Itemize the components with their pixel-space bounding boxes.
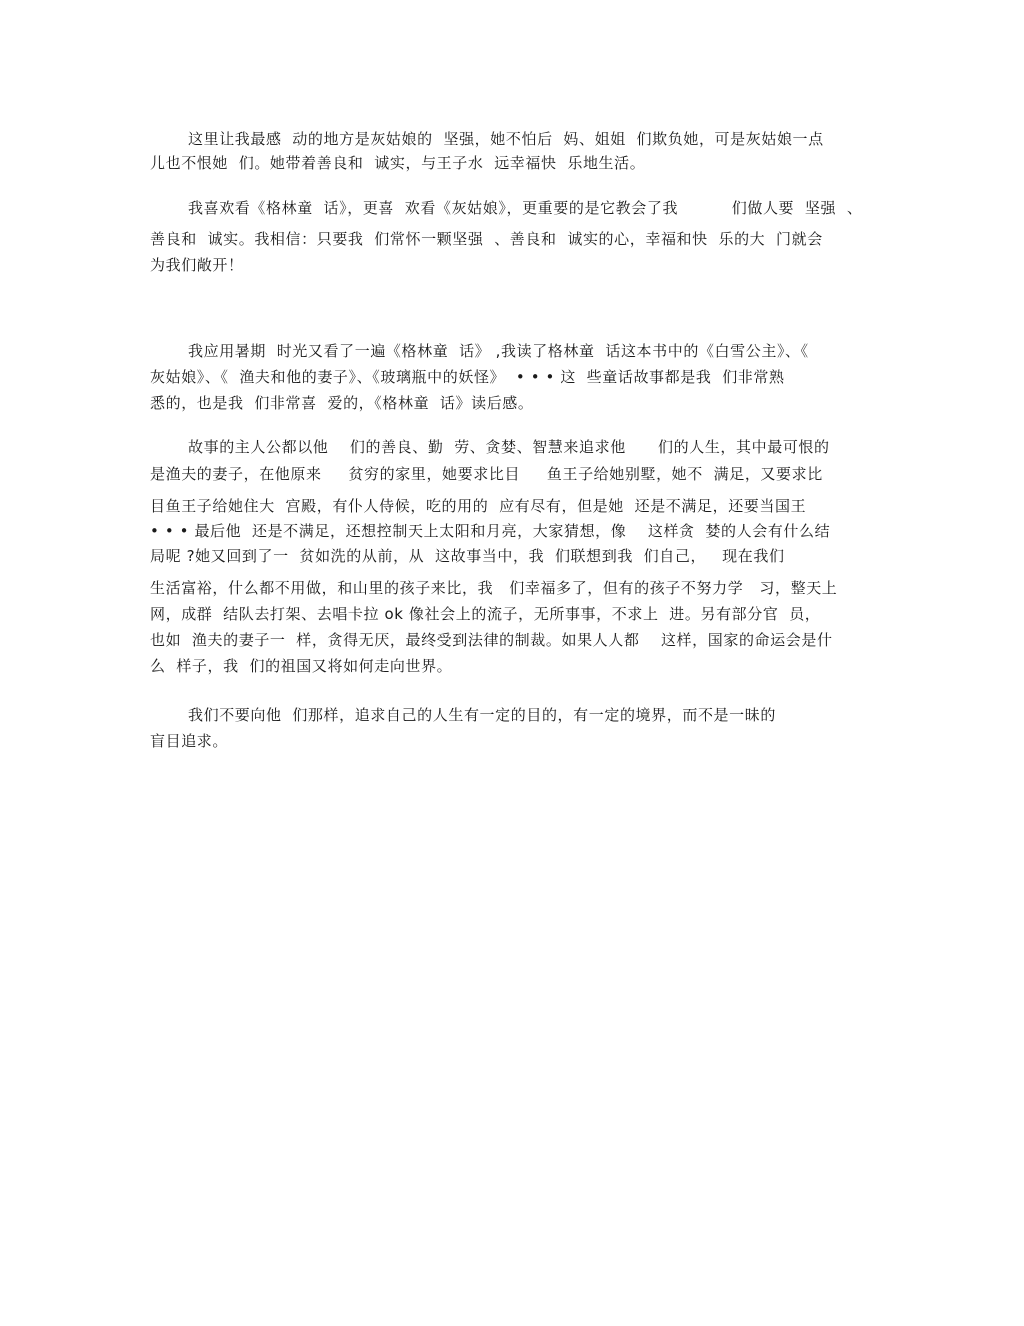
paragraph-2-line-3: 为我们敞开！	[150, 256, 244, 274]
paragraph-2-line-2: 善良和 诚实。我相信：只要我 们常怀一颗坚强 、善良和 诚实的心，幸福和快 乐的大 门就会	[150, 230, 823, 248]
paragraph-4-line-8: 也如 渔夫的妻子一 样，贪得无厌，最终受到法律的制裁。如果人人都 这样，国家的命运会是什	[150, 631, 833, 649]
paragraph-3-line-2: 灰姑娘》、《 渔夫和他的妻子》、《玻璃瓶中的妖怪》 • • • 这 些童话故事都是我 们非常熟	[150, 368, 785, 386]
paragraph-1-line-2: 儿也不恨她 们。她带着善良和 诚实，与王子水 远幸福快 乐地生活。	[150, 154, 646, 172]
paragraph-4-line-5: 局呢 ?她又回到了一 贫如洗的从前，从 这故事当中，我 们联想到我 们自己， 现在我们	[150, 547, 785, 565]
paragraph-2-line-1: 我喜欢看《格林童 话》，更喜 欢看《灰姑娘》，更重要的是它教会了我 们做人要 坚强 、	[188, 199, 863, 217]
paragraph-3-line-1: 我应用暑期 时光又看了一遍《格林童 话》 ,我读了格林童 话这本书中的《白雪公主》、《	[188, 342, 809, 360]
paragraph-4-line-2: 是渔夫的妻子，在他原来 贫穷的家里，她要求比目 鱼王子给她别墅，她不 满足，又要求比	[150, 465, 823, 483]
paragraph-5-line-2: 盲目追求。	[150, 732, 229, 750]
paragraph-4-line-6: 生活富裕，什么都不用做，和山里的孩子来比，我 们幸福多了，但有的孩子不努力学 习，整天上	[150, 579, 838, 597]
paragraph-1-line-1: 这里让我最感 动的地方是灰姑娘的 坚强，她不怕后 妈、姐姐 们欺负她，可是灰姑娘一点	[188, 130, 824, 148]
paragraph-4-line-1: 故事的主人公都以他 们的善良、勤 劳、贪婪、智慧来追求他 们的人生，其中最可恨的	[188, 438, 830, 456]
paragraph-4-line-4: • • • 最后他 还是不满足，还想控制天上太阳和月亮，大家猜想，像 这样贪 婪的人会有什么结	[150, 522, 831, 540]
paragraph-3-line-3: 悉的，也是我 们非常喜 爱的，《格林童 话》读后感。	[150, 394, 534, 412]
paragraph-4-line-7: 网，成群 结队去打架、去唱卡拉 ok 像社会上的流子，无所事事，不求上 进。另有部分官 员，	[150, 605, 821, 623]
paragraph-5-line-1: 我们不要向他 们那样，追求自己的人生有一定的目的，有一定的境界，而不是一昧的	[188, 706, 776, 724]
paragraph-4-line-9: 么 样子，我 们的祖国又将如何走向世界。	[150, 657, 453, 675]
paragraph-4-line-3: 目鱼王子给她住大 宫殿，有仆人侍候，吃的用的 应有尽有，但是她 还是不满足，还要当国王	[150, 497, 807, 515]
